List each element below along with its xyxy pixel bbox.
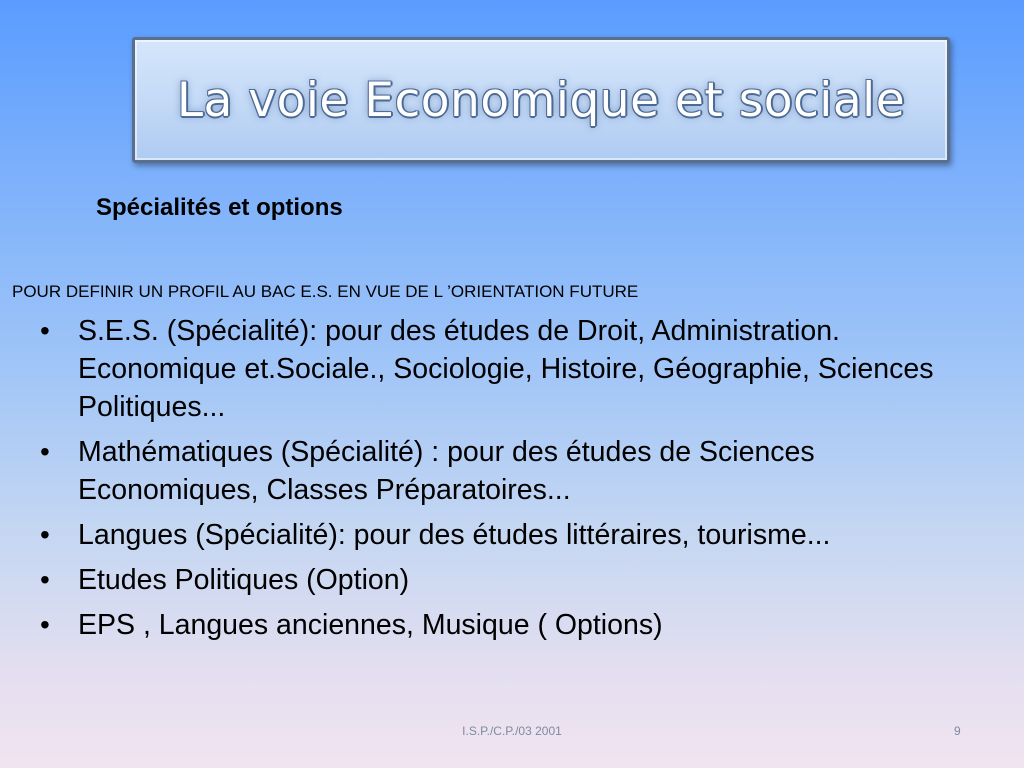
bullet-icon: • [40,609,50,640]
slide-title: La voie Economique et sociale [176,72,906,128]
title-box [132,37,950,163]
bullet-icon: • [40,315,50,346]
intro-text: POUR DEFINIR UN PROFIL AU BAC E.S. EN VUE DE L ’ORIENTATION FUTURE [12,282,639,301]
bullet-text: S.E.S. (Spécialité): pour des études de Droit, Administration. Economique et.Sociale., Sociologie, Histoire, Géographie, Sciences Politiques... [78,315,934,423]
bullet-item-ses [40,312,1000,426]
bullet-icon: • [40,519,50,550]
bullet-icon: • [40,564,50,595]
bullet-text: EPS , Langues anciennes, Musique ( Options) [78,609,663,641]
bullet-item-options [40,606,1000,644]
slide-subtitle: Spécialités et options [96,194,343,221]
bullet-text: Mathématiques (Spécialité) : pour des études de Sciences Economiques, Classes Préparatoires... [78,436,815,506]
footer-reference: I.S.P./C.P./03 2001 [462,724,562,738]
bullet-item-etudes-politiques [40,561,1000,599]
bullet-list [40,312,1000,651]
bullet-icon: • [40,436,50,467]
bullet-text: Etudes Politiques (Option) [78,564,410,596]
bullet-item-langues [40,516,1000,554]
bullet-text: Langues (Spécialité): pour des études littéraires, tourisme... [78,519,831,551]
bullet-item-mathematiques [40,433,1000,509]
page-number: 9 [954,724,961,738]
